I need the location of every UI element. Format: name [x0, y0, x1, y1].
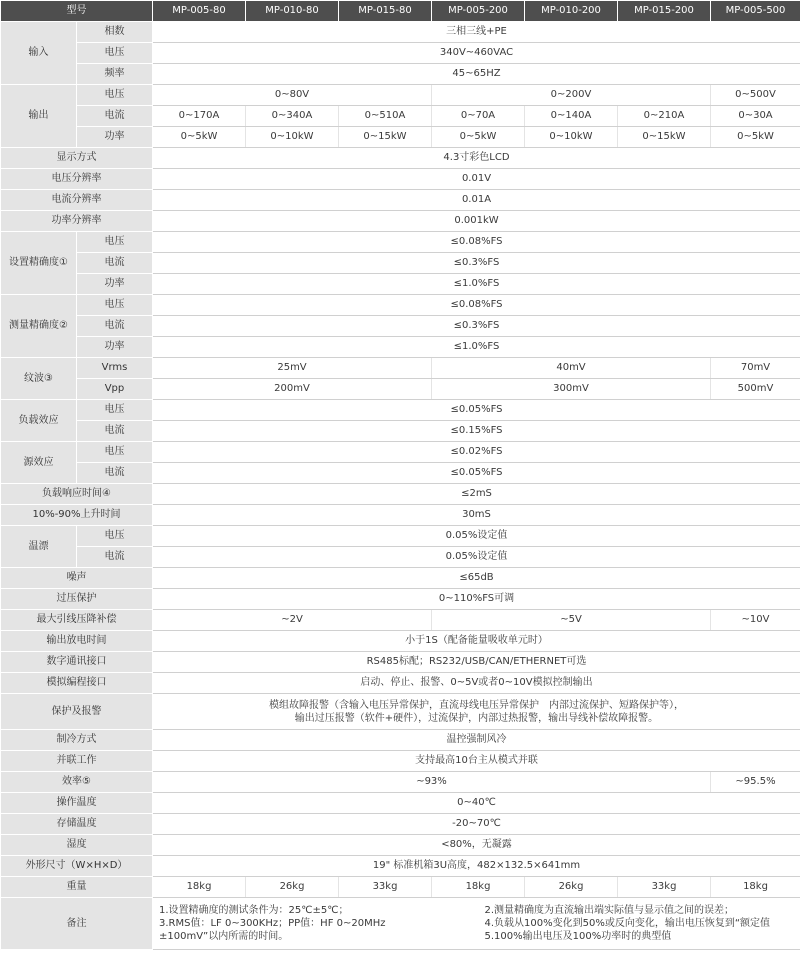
source-effect-label: 源效应 — [1, 442, 77, 484]
header-mp-015-80: MP-015-80 — [339, 1, 432, 22]
ripple-vpp-500: 500mV — [711, 379, 800, 400]
note-4: 4.负载从100%变化到50%或反向变化，输出电压恢复到“额定值 — [484, 918, 771, 929]
set-accuracy-voltage-row — [1, 232, 800, 253]
header-mp-005-80: MP-005-80 — [153, 1, 246, 22]
compensation-label: 最大引线压降补偿 — [1, 610, 153, 631]
source-effect-current-value: ≤0.05%FS — [153, 463, 800, 484]
power-resolution-value: 0.001kW — [153, 211, 800, 232]
weight-row — [1, 877, 800, 898]
drift-voltage-label: 电压 — [77, 526, 153, 547]
display-value: 4.3寸彩色LCD — [153, 148, 800, 169]
load-effect-label: 负载效应 — [1, 400, 77, 442]
power-resolution-row — [1, 211, 800, 232]
weight-cell: 33kg — [618, 877, 711, 898]
note-2: 2.测量精确度为直流输出端实际值与显示值之间的误差； — [484, 905, 735, 916]
comm-row — [1, 652, 800, 673]
meas-accuracy-label: 测量精确度② — [1, 295, 77, 358]
storage-temp-label: 存储温度 — [1, 814, 153, 835]
cooling-label: 制冷方式 — [1, 730, 153, 751]
input-phase-row — [1, 22, 800, 43]
input-voltage-row — [1, 43, 800, 64]
cooling-value: 温控强制风冷 — [153, 730, 800, 751]
ripple-vrms-500: 70mV — [711, 358, 800, 379]
output-power-cell: 0~5kW — [153, 127, 246, 148]
set-accuracy-current-value: ≤0.3%FS — [153, 253, 800, 274]
output-power-cell: 0~10kW — [246, 127, 339, 148]
notes-label: 备注 — [1, 898, 153, 950]
comm-label: 数字通讯接口 — [1, 652, 153, 673]
note-5: ±100mV”以内所需的时间。 — [159, 931, 289, 942]
ripple-vpp-80: 200mV — [153, 379, 432, 400]
current-resolution-row — [1, 190, 800, 211]
storage-temp-value: -20~70℃ — [153, 814, 800, 835]
compensation-80: ~2V — [153, 610, 432, 631]
current-resolution-label: 电流分辨率 — [1, 190, 153, 211]
analog-value: 启动、停止、报警、0~5V或者0~10V模拟控制输出 — [153, 673, 800, 694]
voltage-resolution-value: 0.01V — [153, 169, 800, 190]
dimensions-row — [1, 856, 800, 877]
voltage-resolution-label: 电压分辨率 — [1, 169, 153, 190]
ripple-vpp-200: 300mV — [432, 379, 711, 400]
humidity-value: <80%，无凝露 — [153, 835, 800, 856]
noise-value: ≤65dB — [153, 568, 800, 589]
output-current-cell: 0~30A — [711, 106, 800, 127]
output-current-cell: 0~210A — [618, 106, 711, 127]
weight-cell: 26kg — [525, 877, 618, 898]
output-voltage-500: 0~500V — [711, 85, 800, 106]
load-response-row — [1, 484, 800, 505]
efficiency-500: ~95.5% — [711, 772, 800, 793]
meas-accuracy-voltage-row — [1, 295, 800, 316]
load-effect-current-value: ≤0.15%FS — [153, 421, 800, 442]
source-effect-voltage-value: ≤0.02%FS — [153, 442, 800, 463]
output-voltage-row — [1, 85, 800, 106]
load-effect-voltage-value: ≤0.05%FS — [153, 400, 800, 421]
noise-row — [1, 568, 800, 589]
output-current-cell: 0~70A — [432, 106, 525, 127]
weight-cell: 18kg — [432, 877, 525, 898]
output-power-cell: 0~15kW — [339, 127, 432, 148]
note-1: 1.设置精确度的测试条件为：25℃±5℃； — [159, 905, 349, 916]
current-resolution-value: 0.01A — [153, 190, 800, 211]
rise-time-value: 30mS — [153, 505, 800, 526]
meas-accuracy-power-value: ≤1.0%FS — [153, 337, 800, 358]
op-temp-value: 0~40℃ — [153, 793, 800, 814]
voltage-resolution-row — [1, 169, 800, 190]
set-accuracy-voltage-value: ≤0.08%FS — [153, 232, 800, 253]
header-model: 型号 — [1, 1, 153, 22]
output-power-cell: 0~5kW — [432, 127, 525, 148]
note-6: 5.100%输出电压及100%功率时的典型值 — [484, 931, 672, 942]
analog-label: 模拟编程接口 — [1, 673, 153, 694]
set-accuracy-power-label: 功率 — [77, 274, 153, 295]
comm-value: RS485标配；RS232/USB/CAN/ETHERNET可选 — [153, 652, 800, 673]
set-accuracy-power-value: ≤1.0%FS — [153, 274, 800, 295]
ovp-label: 过压保护 — [1, 589, 153, 610]
weight-label: 重量 — [1, 877, 153, 898]
output-label: 输出 — [1, 85, 77, 148]
load-effect-current-row — [1, 421, 800, 442]
load-effect-voltage-label: 电压 — [77, 400, 153, 421]
discharge-value: 小于1S（配备能量吸收单元时） — [153, 631, 800, 652]
load-effect-current-label: 电流 — [77, 421, 153, 442]
storage-temp-row — [1, 814, 800, 835]
ovp-value: 0~110%FS可调 — [153, 589, 800, 610]
input-freq-row — [1, 64, 800, 85]
meas-accuracy-current-value: ≤0.3%FS — [153, 316, 800, 337]
meas-accuracy-current-label: 电流 — [77, 316, 153, 337]
ripple-vpp-row — [1, 379, 800, 400]
drift-current-value: 0.05%设定值 — [153, 547, 800, 568]
header-mp-005-200: MP-005-200 — [432, 1, 525, 22]
cooling-row — [1, 730, 800, 751]
protection-line-1: 模组故障报警（含输入电压异常保护，直流母线电压异常保护 内部过流保护、短路保护等）， — [269, 699, 684, 711]
drift-voltage-value: 0.05%设定值 — [153, 526, 800, 547]
ovp-row — [1, 589, 800, 610]
ripple-vrms-row — [1, 358, 800, 379]
protection-label: 保护及报警 — [1, 694, 153, 730]
compensation-500: ~10V — [711, 610, 800, 631]
output-power-cell: 0~15kW — [618, 127, 711, 148]
discharge-row — [1, 631, 800, 652]
weight-cell: 33kg — [339, 877, 432, 898]
header-row — [1, 1, 800, 22]
note-3: 3.RMS值：LF 0~300KHz；PP值：HF 0~20MHz — [159, 918, 386, 929]
load-effect-voltage-row — [1, 400, 800, 421]
input-label: 输入 — [1, 22, 77, 85]
ripple-vpp-label: Vpp — [77, 379, 153, 400]
drift-current-row — [1, 547, 800, 568]
output-power-cell: 0~10kW — [525, 127, 618, 148]
parallel-value: 支持最高10台主从模式并联 — [153, 751, 800, 772]
input-phase-value: 三相三线+PE — [153, 22, 800, 43]
set-accuracy-power-row — [1, 274, 800, 295]
output-current-cell: 0~170A — [153, 106, 246, 127]
protection-row — [1, 694, 800, 730]
compensation-200: ~5V — [432, 610, 711, 631]
meas-accuracy-power-label: 功率 — [77, 337, 153, 358]
input-voltage-label: 电压 — [77, 43, 153, 64]
rise-time-label: 10%-90%上升时间 — [1, 505, 153, 526]
header-mp-010-200: MP-010-200 — [525, 1, 618, 22]
efficiency-row — [1, 772, 800, 793]
output-power-row — [1, 127, 800, 148]
notes-row — [1, 898, 800, 950]
rise-time-row — [1, 505, 800, 526]
parallel-label: 并联工作 — [1, 751, 153, 772]
source-effect-current-row — [1, 463, 800, 484]
input-voltage-value: 340V~460VAC — [153, 43, 800, 64]
drift-label: 温漂 — [1, 526, 77, 568]
ripple-vrms-label: Vrms — [77, 358, 153, 379]
meas-accuracy-current-row — [1, 316, 800, 337]
analog-row — [1, 673, 800, 694]
source-effect-voltage-row — [1, 442, 800, 463]
discharge-label: 输出放电时间 — [1, 631, 153, 652]
display-row — [1, 148, 800, 169]
output-voltage-label: 电压 — [77, 85, 153, 106]
parallel-row — [1, 751, 800, 772]
meas-accuracy-voltage-label: 电压 — [77, 295, 153, 316]
ripple-label: 纹波③ — [1, 358, 77, 400]
meas-accuracy-voltage-value: ≤0.08%FS — [153, 295, 800, 316]
output-power-label: 功率 — [77, 127, 153, 148]
weight-cell: 18kg — [711, 877, 800, 898]
output-current-cell: 0~140A — [525, 106, 618, 127]
load-response-label: 负载响应时间④ — [1, 484, 153, 505]
humidity-label: 湿度 — [1, 835, 153, 856]
output-voltage-200: 0~200V — [432, 85, 711, 106]
efficiency-label: 效率⑤ — [1, 772, 153, 793]
output-current-cell: 0~510A — [339, 106, 432, 127]
set-accuracy-current-row — [1, 253, 800, 274]
compensation-row — [1, 610, 800, 631]
drift-voltage-row — [1, 526, 800, 547]
op-temp-label: 操作温度 — [1, 793, 153, 814]
meas-accuracy-power-row — [1, 337, 800, 358]
output-current-cell: 0~340A — [246, 106, 339, 127]
dimensions-value: 19" 标准机箱3U高度，482×132.5×641mm — [153, 856, 800, 877]
set-accuracy-label: 设置精确度① — [1, 232, 77, 295]
humidity-row — [1, 835, 800, 856]
ripple-vrms-80: 25mV — [153, 358, 432, 379]
weight-cell: 26kg — [246, 877, 339, 898]
source-effect-current-label: 电流 — [77, 463, 153, 484]
output-voltage-80: 0~80V — [153, 85, 432, 106]
efficiency-main: ~93% — [153, 772, 711, 793]
drift-current-label: 电流 — [77, 547, 153, 568]
power-resolution-label: 功率分辨率 — [1, 211, 153, 232]
input-freq-label: 频率 — [77, 64, 153, 85]
output-current-row — [1, 106, 800, 127]
protection-line-2: 输出过压报警（软件+硬件），过流保护，内部过热报警，输出导线补偿故障报警。 — [294, 712, 659, 724]
weight-cell: 18kg — [153, 877, 246, 898]
load-response-value: ≤2mS — [153, 484, 800, 505]
dimensions-label: 外形尺寸（W×H×D） — [1, 856, 153, 877]
header-mp-015-200: MP-015-200 — [618, 1, 711, 22]
output-current-label: 电流 — [77, 106, 153, 127]
noise-label: 噪声 — [1, 568, 153, 589]
input-phase-label: 相数 — [77, 22, 153, 43]
display-label: 显示方式 — [1, 148, 153, 169]
set-accuracy-current-label: 电流 — [77, 253, 153, 274]
header-mp-010-80: MP-010-80 — [246, 1, 339, 22]
op-temp-row — [1, 793, 800, 814]
notes-value — [153, 898, 800, 950]
source-effect-voltage-label: 电压 — [77, 442, 153, 463]
input-freq-value: 45~65HZ — [153, 64, 800, 85]
set-accuracy-voltage-label: 电压 — [77, 232, 153, 253]
output-power-cell: 0~5kW — [711, 127, 800, 148]
ripple-vrms-200: 40mV — [432, 358, 711, 379]
header-mp-005-500: MP-005-500 — [711, 1, 800, 22]
protection-value — [153, 694, 800, 730]
